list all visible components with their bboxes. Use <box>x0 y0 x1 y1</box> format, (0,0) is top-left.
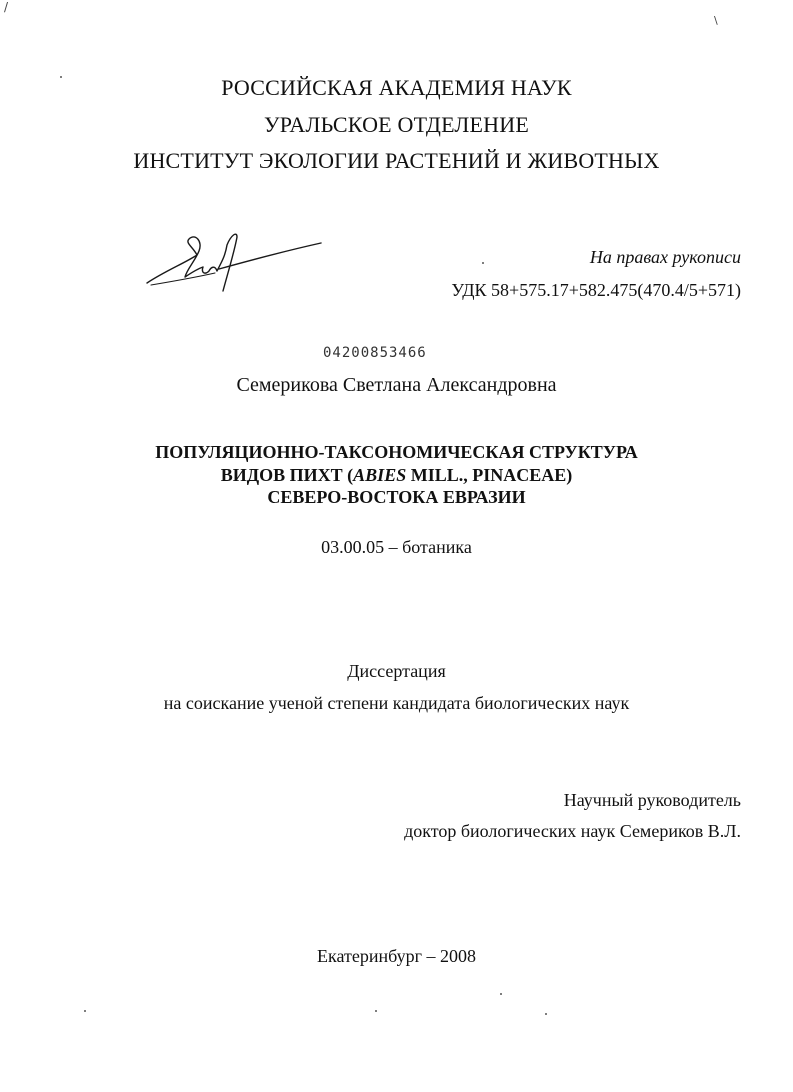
academy-name: РОССИЙСКАЯ АКАДЕМИЯ НАУК <box>221 75 572 100</box>
city-year: Екатеринбург – 2008 <box>317 946 476 966</box>
degree-description: на соискание ученой степени кандидата биологических наук <box>163 693 630 713</box>
specialty-code: 03.00.05 – ботаника <box>321 537 472 557</box>
title-line-1: ПОПУЛЯЦИОННО-ТАКСОНОМИЧЕСКАЯ СТРУКТУРА <box>155 442 638 462</box>
title-line-2 <box>0 465 793 486</box>
scan-speck <box>482 262 484 264</box>
dissertation-label: Диссертация <box>347 661 446 681</box>
corner-scan-mark: / <box>4 0 9 14</box>
institute-name: ИНСТИТУТ ЭКОЛОГИИ РАСТЕНИЙ И ЖИВОТНЫХ <box>133 148 660 173</box>
title-line-3: СЕВЕРО-ВОСТОКА ЕВРАЗИИ <box>267 487 526 507</box>
manuscript-rights: На правах рукописи <box>589 247 741 267</box>
udc-code: УДК 58+575.17+582.475(470.4/5+571) <box>451 280 741 300</box>
scan-speck <box>500 993 502 995</box>
scan-speck <box>375 1010 377 1012</box>
branch-name: УРАЛЬСКОЕ ОТДЕЛЕНИЕ <box>264 112 529 137</box>
scan-speck <box>545 1013 547 1015</box>
handwritten-signature <box>145 225 325 295</box>
supervisor-name: доктор биологических наук Семериков В.Л. <box>404 821 741 841</box>
title-line-2-suffix: MILL., PINACEAE) <box>406 465 573 485</box>
title-line-2-prefix: ВИДОВ ПИХТ ( <box>220 465 354 485</box>
author-name: Семерикова Светлана Александровна <box>236 374 557 396</box>
archive-number: 04200853466 <box>323 345 427 361</box>
supervisor-label: Научный руководитель <box>563 790 741 810</box>
corner-scan-mark-right: \ <box>714 14 718 27</box>
scan-speck <box>84 1010 86 1012</box>
genus-name: ABIES <box>353 465 407 485</box>
